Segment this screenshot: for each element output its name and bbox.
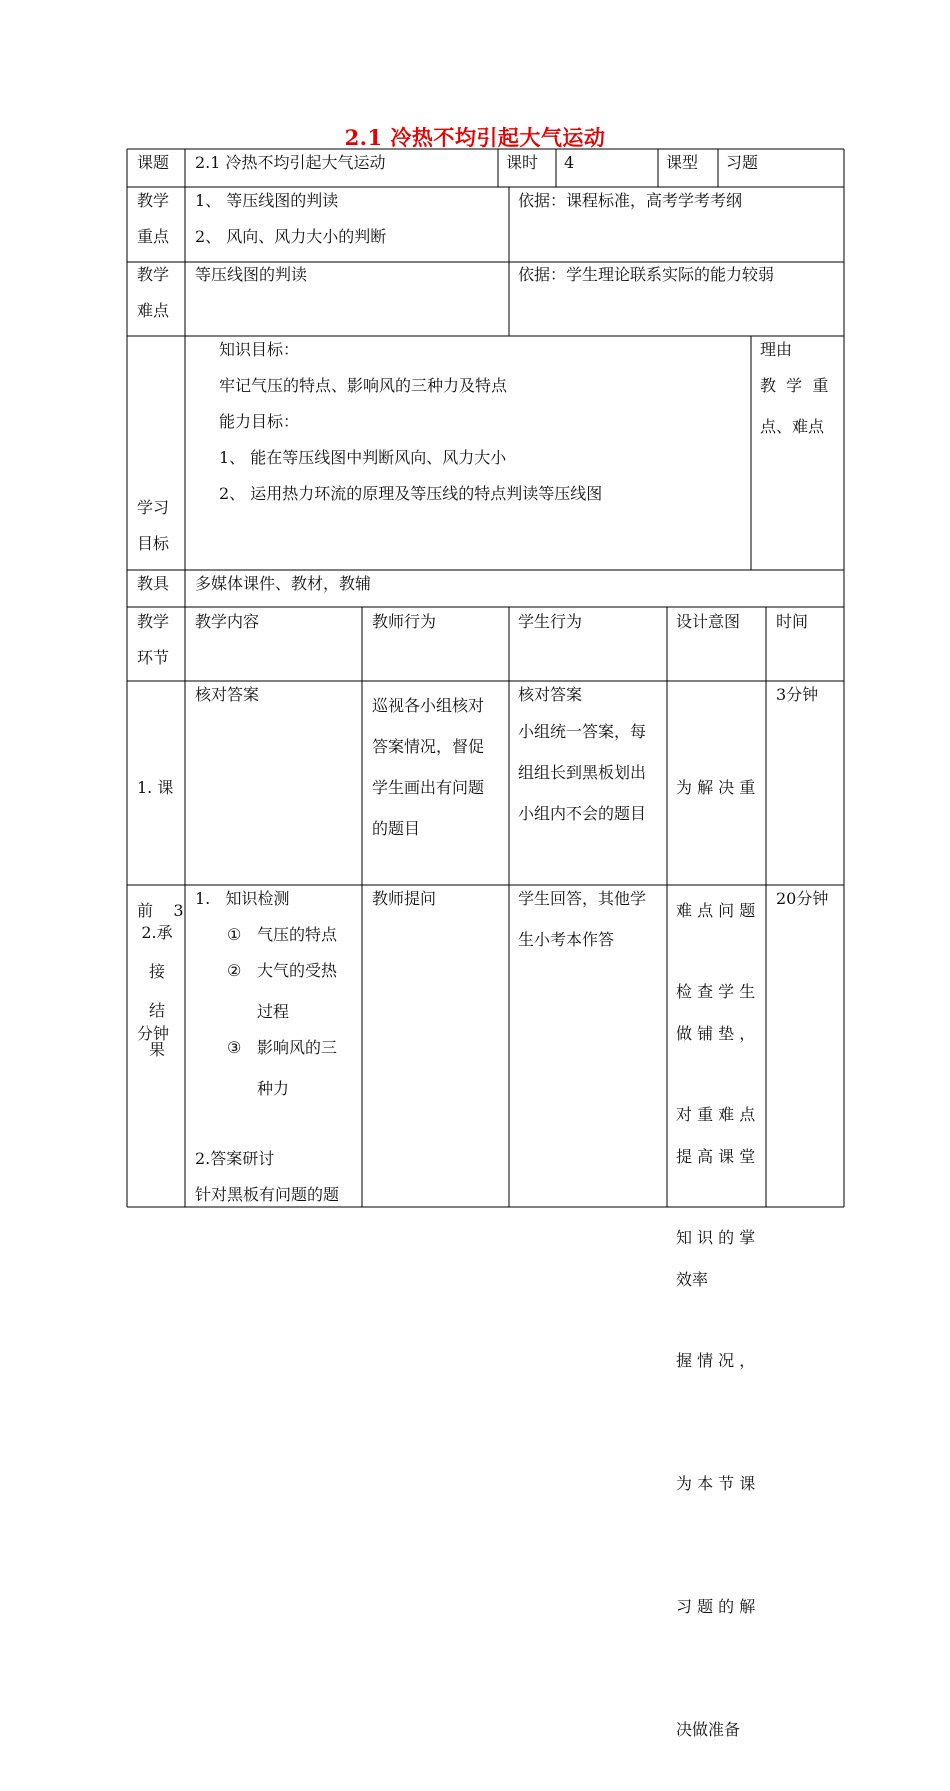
step2-stage-line: 2.承 bbox=[141, 923, 173, 942]
key-points-label-line1: 教学 bbox=[137, 191, 170, 210]
point3-number: ③ bbox=[227, 1038, 242, 1057]
objectives-label-line2: 目标 bbox=[137, 534, 170, 553]
step2-teacher: 教师提问 bbox=[372, 889, 437, 908]
step2-stage-line: 接 bbox=[148, 962, 165, 981]
point1-text: 气压的特点 bbox=[257, 925, 338, 944]
step1-intent-line: 难 点 问 题 bbox=[676, 901, 756, 920]
step1-teacher bbox=[372, 685, 484, 849]
step2-intent-line: 对 重 难 点 bbox=[676, 1105, 756, 1124]
step2-intent-line: 握 情 况 ， bbox=[676, 1351, 756, 1370]
point3-text-line2: 种力 bbox=[257, 1079, 290, 1098]
objectives-reason-line: 点、难点 bbox=[760, 417, 825, 436]
point1-number: ① bbox=[227, 925, 242, 944]
step1-stage-line: 分钟 bbox=[137, 1024, 170, 1043]
step1-student-line: 小组统一答案，每 bbox=[518, 722, 647, 741]
step1-intent-line: 为 解 决 重 bbox=[676, 778, 756, 797]
difficulty-label-line2: 难点 bbox=[137, 301, 170, 320]
objective-line: 知识目标： bbox=[219, 340, 300, 359]
header-stage-line2: 环节 bbox=[137, 648, 170, 667]
step2-time: 20分钟 bbox=[776, 889, 829, 908]
step1-teacher-line: 巡视各小组核对 bbox=[372, 696, 485, 715]
step1-student-line: 核对答案 bbox=[518, 685, 583, 704]
step2-intent-line: 知 识 的 掌 bbox=[676, 1228, 756, 1247]
step2-discuss-line: 针对黑板有问题的题 bbox=[195, 1185, 340, 1204]
page-title: 2.1 冷热不均引起大气运动 bbox=[344, 125, 606, 150]
step2-intent bbox=[676, 889, 755, 1791]
header-teacher: 教师行为 bbox=[372, 612, 437, 631]
tools-value: 多媒体课件、教材，教辅 bbox=[195, 574, 372, 593]
step1-teacher-line: 的题目 bbox=[372, 819, 421, 838]
header-student: 学生行为 bbox=[518, 612, 583, 631]
step1-intent-line: 做 铺 垫 ， bbox=[676, 1024, 756, 1043]
difficulty-label-line1: 教学 bbox=[137, 265, 170, 284]
key-point-item-1: 1、 等压线图的判读 bbox=[195, 191, 339, 210]
key-points-label-line2: 重点 bbox=[137, 227, 170, 246]
step2-student-line: 学生回答，其他学 bbox=[518, 889, 647, 908]
step2-content-heading: 1. 知识检测 bbox=[195, 889, 290, 908]
key-points-basis: 依据：课程标准，高考学考考纲 bbox=[518, 191, 743, 210]
step1-intent-line: 提 高 课 堂 bbox=[676, 1147, 756, 1166]
difficulty-content: 等压线图的判读 bbox=[195, 265, 308, 284]
objectives-label-line1: 学习 bbox=[137, 498, 170, 517]
step1-content: 核对答案 bbox=[195, 685, 260, 704]
step1-time: 3分钟 bbox=[776, 685, 819, 704]
objectives-reason-line: 教 学 重 bbox=[760, 376, 829, 395]
course-value: 2.1 冷热不均引起大气运动 bbox=[195, 153, 386, 172]
step1-teacher-line: 答案情况，督促 bbox=[372, 737, 485, 756]
type-value: 习题 bbox=[726, 153, 759, 172]
course-label: 课题 bbox=[137, 153, 170, 172]
point2-number: ② bbox=[227, 961, 242, 980]
step1-stage-line: 1. 课 bbox=[137, 778, 174, 797]
step1-teacher-line: 学生画出有问题 bbox=[372, 778, 485, 797]
type-label: 课型 bbox=[666, 153, 699, 172]
tools-label: 教具 bbox=[137, 574, 170, 593]
objective-line: 能力目标： bbox=[219, 412, 300, 431]
header-content: 教学内容 bbox=[195, 612, 260, 631]
step1-student-line: 小组内不会的题目 bbox=[518, 804, 647, 823]
step2-stage-line: 果 bbox=[148, 1040, 165, 1059]
hours-value: 4 bbox=[564, 153, 575, 172]
step2-discuss-heading: 2.答案研讨 bbox=[195, 1149, 275, 1168]
point2-text-line1: 大气的受热 bbox=[257, 961, 338, 980]
objective-line: 牢记气压的特点、影响风的三种力及特点 bbox=[219, 376, 508, 395]
step1-stage-line: 前 3 bbox=[137, 901, 184, 920]
header-stage-line1: 教学 bbox=[137, 612, 170, 631]
objective-line: 2、 运用热力环流的原理及等压线的特点判读等压线图 bbox=[219, 484, 603, 503]
step2-student-line: 生小考本作答 bbox=[518, 930, 615, 949]
step2-stage-line: 结 bbox=[148, 1001, 165, 1020]
objective-line: 1、 能在等压线图中判断风向、风力大小 bbox=[219, 448, 507, 467]
header-intent: 设计意图 bbox=[676, 612, 741, 631]
step2-stage bbox=[136, 913, 178, 1069]
step2-intent-line: 决做准备 bbox=[676, 1720, 741, 1739]
header-time: 时间 bbox=[776, 612, 809, 631]
step2-intent-line: 习 题 的 解 bbox=[676, 1597, 756, 1616]
step2-intent-line: 为 本 节 课 bbox=[676, 1474, 756, 1493]
step2-intent-line: 检 查 学 生 bbox=[676, 982, 756, 1001]
difficulty-basis: 依据：学生理论联系实际的能力较弱 bbox=[518, 265, 775, 284]
hours-label: 课时 bbox=[506, 153, 539, 172]
point2-text-line2: 过程 bbox=[257, 1002, 290, 1021]
point3-text-line1: 影响风的三 bbox=[257, 1038, 338, 1057]
objectives-reason-line: 理由 bbox=[760, 340, 793, 359]
key-point-item-2: 2、 风向、风力大小的判断 bbox=[195, 227, 387, 246]
step1-student-line: 组组长到黑板划出 bbox=[518, 763, 647, 782]
step1-intent-line: 效率 bbox=[676, 1270, 709, 1289]
